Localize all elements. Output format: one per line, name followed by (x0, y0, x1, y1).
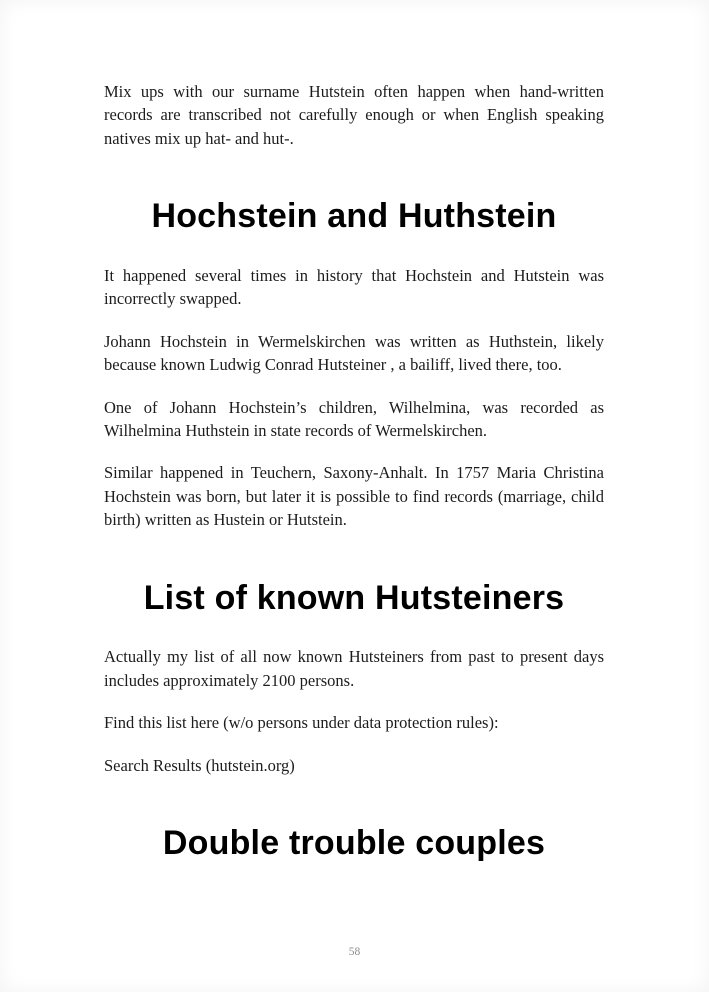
paragraph-wilhelmina: One of Johann Hochstein’s children, Wilhelmina, was recorded as Wilhelmina Huthstein in state records of Wermelskirchen. (104, 397, 604, 441)
paragraph-swapped: It happened several times in history that Hochstein and Hutstein was incorrectly swapped. (104, 266, 604, 309)
search-results-link[interactable]: Search Results (hutstein.org) (104, 755, 295, 775)
paragraph-list-count: Actually my list of all now known Hutsteiners from past to present days includes approximately 2100 persons. (104, 647, 604, 690)
search-results-link-paragraph (104, 754, 604, 777)
intro-paragraph: Mix ups with our surname Hutstein often happen when hand-written records are transcribed not carefully enough or when English speaking natives mix up hat- and hut-. (104, 82, 604, 148)
paragraph-johann-wermelskirchen: Johann Hochstein in Wermelskirchen was written as Huthstein, likely because known Ludwig Conrad Hutsteiner , a bailiff, lived there, too. (104, 331, 604, 375)
paragraph-find-list: Find this list here (w/o persons under data protection rules): (104, 713, 499, 733)
section-heading-double-trouble-couples: Double trouble couples (162, 824, 546, 863)
page-number: 58 (348, 946, 361, 958)
section-heading-list-of-known-hutsteiners: List of known Hutsteiners (143, 578, 565, 617)
paragraph-teuchern: Similar happened in Teuchern, Saxony-Anhalt. In 1757 Maria Christina Hochstein was born, but later it is possible to find records (marriage, child birth) written as Hustein or Hutstein. (104, 463, 604, 530)
section-heading-hochstein-and-huthstein: Hochstein and Huthstein (151, 197, 557, 236)
